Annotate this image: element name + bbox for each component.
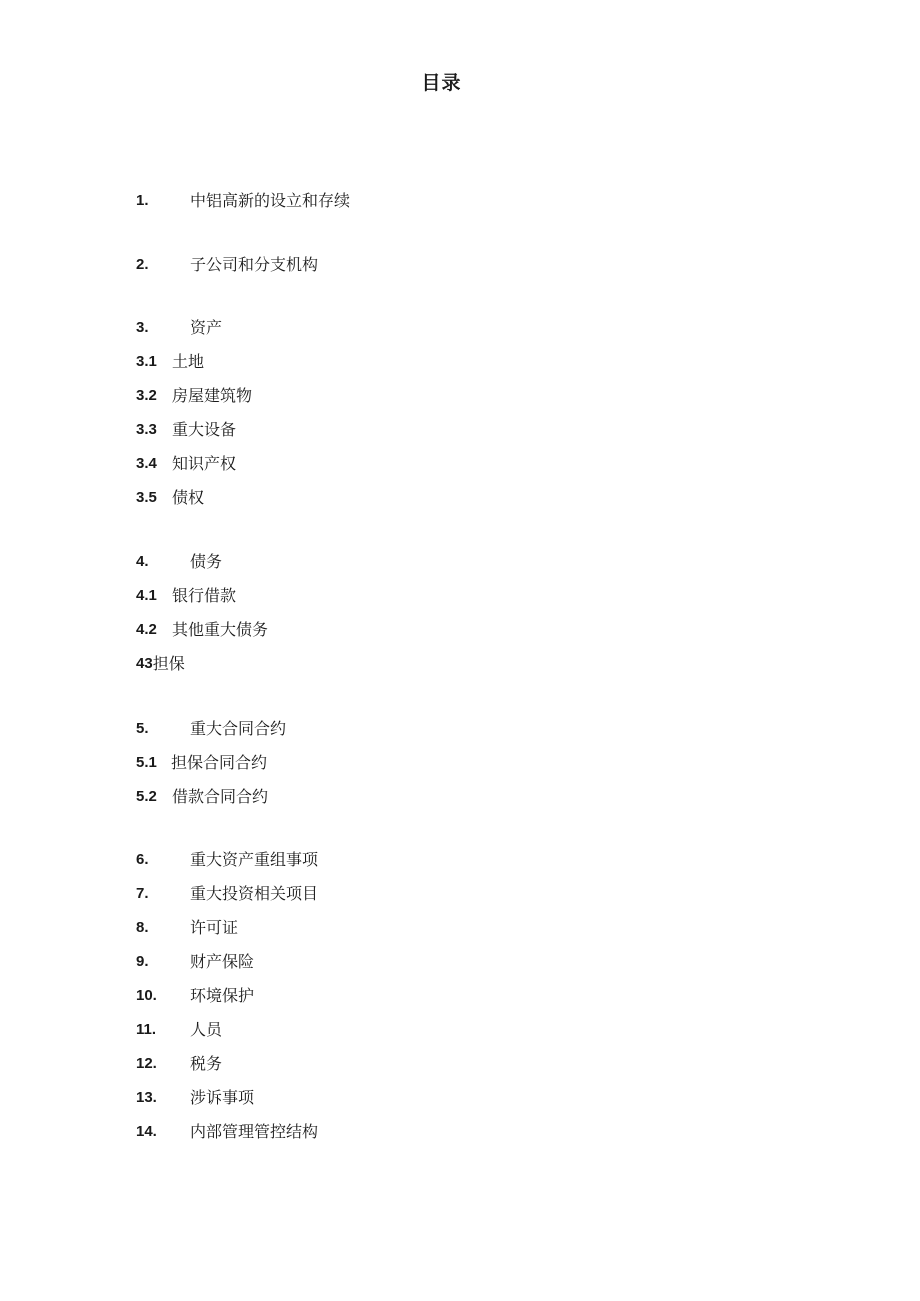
toc-title: 目录 xyxy=(421,72,462,94)
toc-entry-label: 税务 xyxy=(190,1054,223,1073)
toc-entry-label: 重大合同合约 xyxy=(190,719,287,738)
toc-entry-number: 5.1 xyxy=(136,754,157,771)
toc-entry-14 xyxy=(136,1120,318,1144)
toc-entry-3-5 xyxy=(136,486,204,510)
toc-entry-5-2 xyxy=(136,785,268,809)
toc-entry-label: 房屋建筑物 xyxy=(172,386,253,405)
toc-entry-label: 债权 xyxy=(172,488,205,507)
toc-entry-label: 中铝高新的设立和存续 xyxy=(190,191,351,210)
toc-entry-7 xyxy=(136,882,318,906)
toc-entry-number: 3.1 xyxy=(136,353,157,370)
toc-entry-label: 担保 xyxy=(152,654,185,673)
toc-entry-number: 3.3 xyxy=(136,421,157,438)
toc-entry-number: 13. xyxy=(136,1089,157,1106)
toc-entry-label: 其他重大债务 xyxy=(172,620,269,639)
toc-entry-label: 重大投资相关项目 xyxy=(190,884,319,903)
toc-entry-label: 子公司和分支机构 xyxy=(190,255,319,274)
toc-entry-3-1 xyxy=(136,350,204,374)
toc-entry-label: 土地 xyxy=(172,352,205,371)
toc-entry-number: 3.4 xyxy=(136,455,157,472)
toc-entry-number: 5.2 xyxy=(136,788,157,805)
toc-entry-4 xyxy=(136,550,222,574)
toc-entry-label: 知识产权 xyxy=(172,454,237,473)
toc-entry-12 xyxy=(136,1052,222,1076)
toc-entry-3-3 xyxy=(136,418,236,442)
toc-entry-number: 5. xyxy=(136,720,149,737)
toc-entry-label: 许可证 xyxy=(190,918,239,937)
toc-entry-3 xyxy=(136,316,222,340)
toc-entry-label: 债务 xyxy=(190,552,223,571)
toc-entry-number: 3.2 xyxy=(136,387,157,404)
toc-entry-label: 环境保护 xyxy=(190,986,255,1005)
toc-entry-10 xyxy=(136,984,254,1008)
toc-entry-number: 10. xyxy=(136,987,157,1004)
toc-entry-number: 3.5 xyxy=(136,489,157,506)
toc-entry-label: 人员 xyxy=(190,1020,223,1039)
toc-entry-label: 重大设备 xyxy=(172,420,237,439)
toc-entry-9 xyxy=(136,950,254,974)
toc-entry-11 xyxy=(136,1018,222,1042)
toc-entry-8 xyxy=(136,916,238,940)
toc-entry-number: 4.1 xyxy=(136,587,157,604)
toc-entry-5 xyxy=(136,717,286,741)
toc-entry-label: 借款合同合约 xyxy=(172,787,269,806)
toc-entry-number: 4.2 xyxy=(136,621,157,638)
toc-entry-label: 财产保险 xyxy=(190,952,255,971)
toc-entry-6 xyxy=(136,848,318,872)
toc-entry-label: 重大资产重组事项 xyxy=(190,850,319,869)
toc-entry-label: 涉诉事项 xyxy=(190,1088,255,1107)
toc-entry-label: 担保合同合约 xyxy=(171,753,268,772)
toc-entry-number: 2. xyxy=(136,256,149,273)
toc-entry-number: 7. xyxy=(136,885,149,902)
toc-entry-number: 9. xyxy=(136,953,149,970)
toc-entry-label: 内部管理管控结构 xyxy=(190,1122,319,1141)
toc-entry-number: 8. xyxy=(136,919,149,936)
toc-entry-4-1 xyxy=(136,584,236,608)
toc-entry-number: 1. xyxy=(136,192,149,209)
toc-entry-label: 银行借款 xyxy=(172,586,237,605)
toc-entry-3-2 xyxy=(136,384,252,408)
toc-entry-number: 4. xyxy=(136,553,149,570)
toc-entry-number: 12. xyxy=(136,1055,157,1072)
toc-entry-number: 11. xyxy=(136,1021,157,1038)
toc-entry-4-2 xyxy=(136,618,268,642)
toc-entry-2 xyxy=(136,253,318,277)
toc-entry-number: 6. xyxy=(136,851,149,868)
toc-entry-number: 43 xyxy=(136,655,153,672)
toc-entry-label: 资产 xyxy=(190,318,223,337)
toc-entry-number: 14. xyxy=(136,1123,157,1140)
toc-entry-1 xyxy=(136,189,350,213)
toc-entry-number: 3. xyxy=(136,319,149,336)
toc-entry-13 xyxy=(136,1086,254,1110)
toc-entry-4-3 xyxy=(136,652,185,676)
toc-entry-3-4 xyxy=(136,452,236,476)
toc-entry-5-1 xyxy=(136,751,267,775)
